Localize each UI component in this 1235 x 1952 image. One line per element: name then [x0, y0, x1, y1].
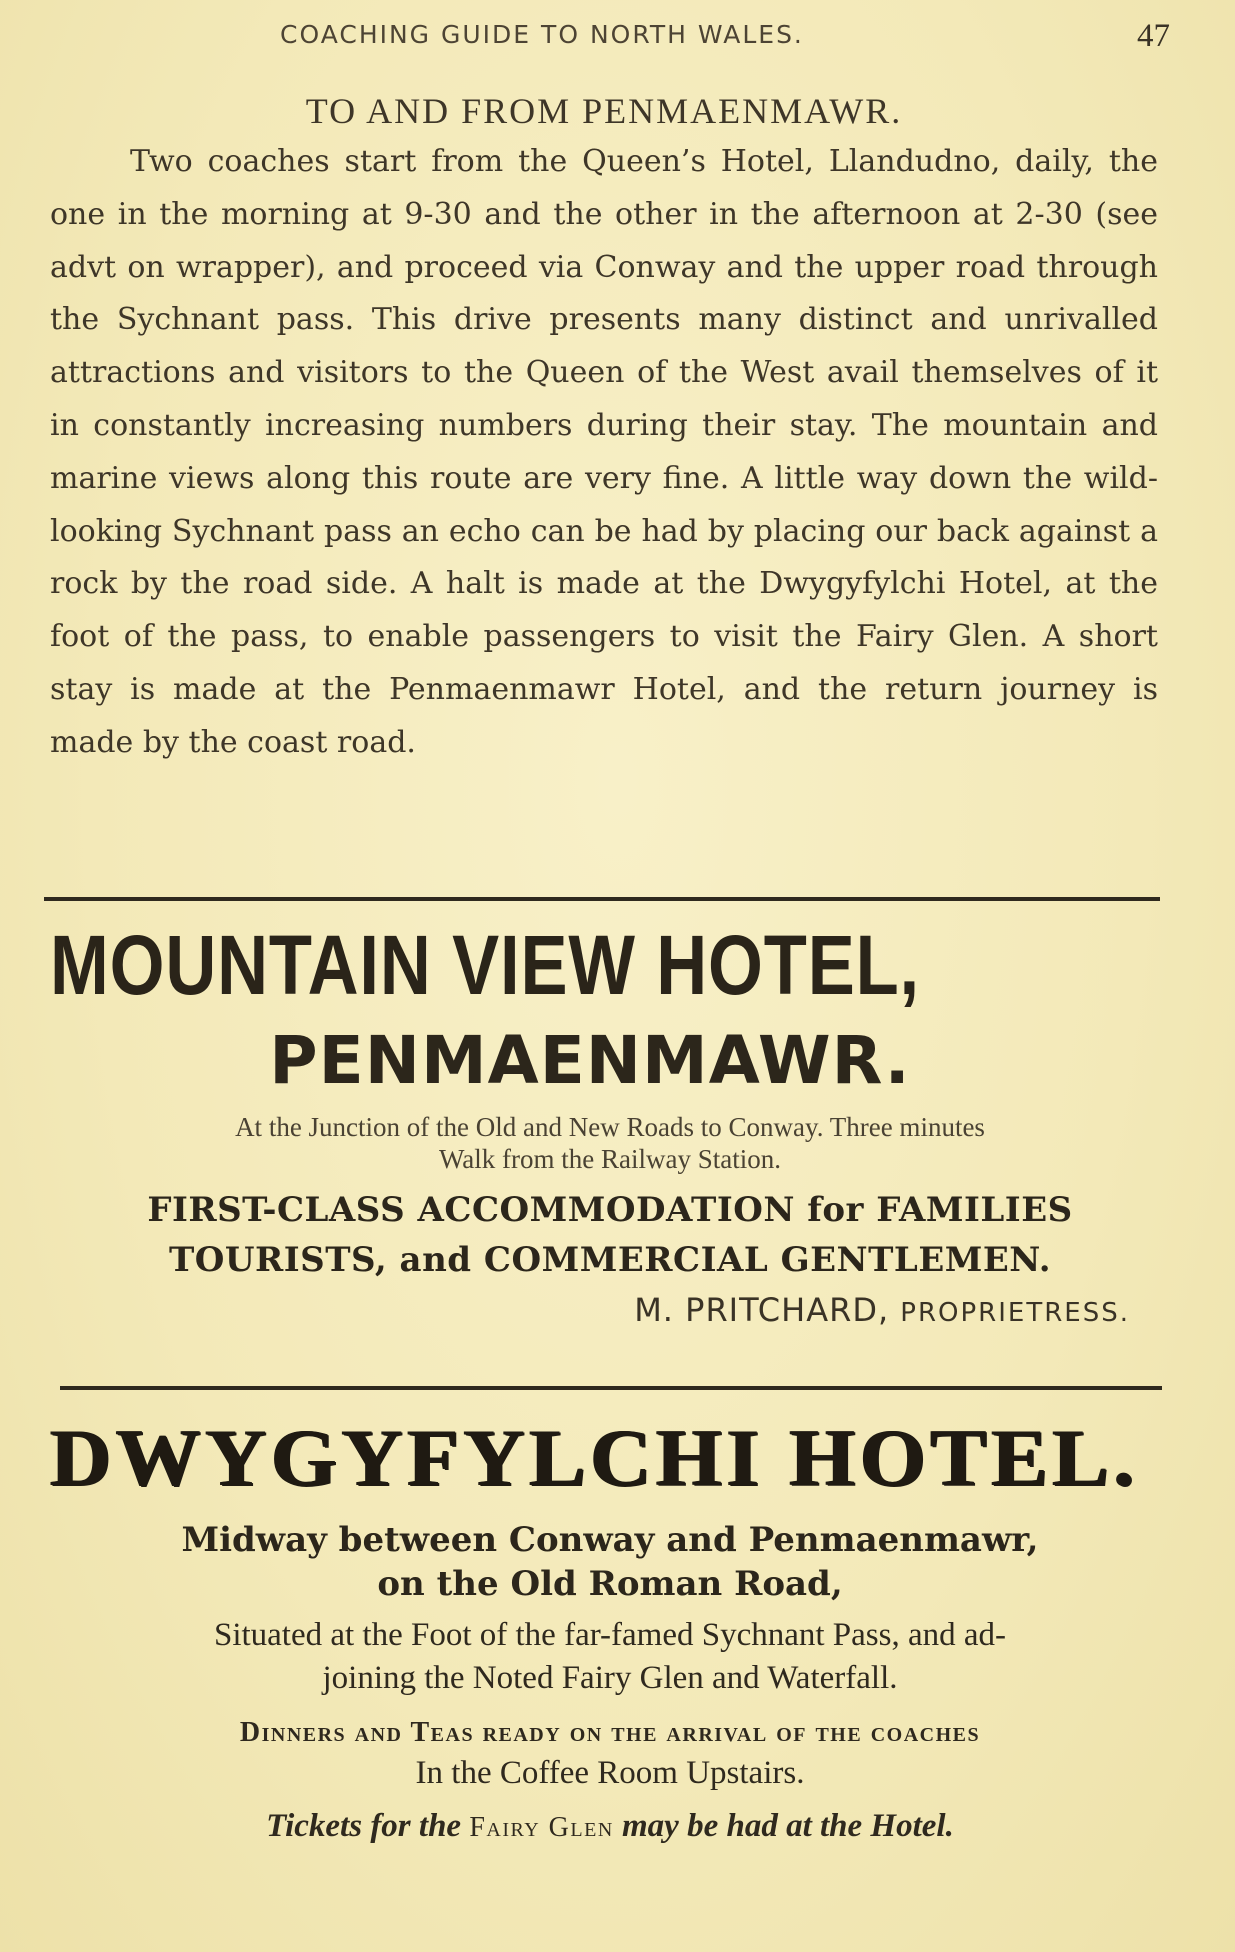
location-line-1: At the Junction of the Old and New Roads to Conway. Three minutes [235, 1112, 985, 1142]
hotel-dinners: Dinners and Teas ready on the arrival of the coaches [239, 1717, 981, 1748]
hotel-location [50, 1111, 1170, 1175]
article-title: TO AND FROM PENMAENMAWR. [305, 91, 903, 131]
hotel-name: DWYGYFYLCHI HOTEL. [50, 1412, 1139, 1503]
divider-rule-middle [60, 1386, 1162, 1390]
proprietor-name: M. PRITCHARD, [634, 1291, 890, 1329]
location-line-2: Walk from the Railway Station. [438, 1144, 781, 1174]
tickets-text-3: may be had at the Hotel. [622, 1808, 954, 1844]
tickets-text-1: Tickets for the [266, 1808, 462, 1844]
accommodation-line-1: FIRST-CLASS ACCOMMODATION for FAMILIES [147, 1190, 1073, 1230]
dwygyfylchi-hotel-ad [50, 1410, 1170, 1850]
running-head: COACHING GUIDE TO NORTH WALES. [280, 20, 804, 49]
accommodation-line-2: TOURISTS, and COMMERCIAL GENTLEMEN. [168, 1240, 1052, 1280]
proprietor-title: PROPRIETRESS. [900, 1298, 1130, 1328]
mountain-view-hotel-ad [50, 915, 1170, 1336]
hotel-coffee-room: In the Coffee Room Upstairs. [415, 1755, 805, 1791]
hotel-midway [50, 1518, 1170, 1606]
midway-line-2: on the Old Roman Road, [377, 1564, 843, 1604]
hotel-name: MOUNTAIN VIEW HOTEL, [50, 918, 921, 1012]
situated-line-2: joining the Noted Fairy Glen and Waterfall. [322, 1660, 898, 1696]
hotel-town: PENMAENMAWR. [269, 1022, 911, 1099]
midway-line-1: Midway between Conway and Penmaenmawr, [181, 1520, 1039, 1560]
hotel-situation [50, 1614, 1170, 1700]
tickets-text-2: Fairy Glen [469, 1812, 614, 1843]
hotel-proprietor [50, 1287, 1130, 1336]
hotel-tickets [50, 1804, 1170, 1850]
hotel-accommodation [50, 1185, 1170, 1285]
divider-rule-top [44, 897, 1160, 901]
page-header [50, 14, 1170, 54]
article-body: Two coaches start from the Queen’s Hotel, Llandudno, daily, the one in the morning at 9-30 and the other in the afternoon at 2-30 (see advt on wrapper), and proceed via Conway and the upper road through the Sychnant pass. This drive presents many distinct and unrivalled attractions and visitors to the Queen of the West avail themselves of it in constantly increasing numbers during their stay. The mountain and marine views along this route are very fine. A little way down the wild-looking Sychnant pass an echo can be had by placing our back against a rock by the road side. A halt is made at the Dwygyfylchi Hotel, at the foot of the pass, to enable passengers to visit the Fairy Glen. A short stay is made at the Penmaenmawr Hotel, and the return journey is made by the coast road. [50, 144, 1158, 760]
page-number: 47 [1137, 18, 1170, 54]
article-section [50, 90, 1158, 770]
situated-line-1: Situated at the Foot of the far-famed Sychnant Pass, and ad- [213, 1617, 1007, 1653]
